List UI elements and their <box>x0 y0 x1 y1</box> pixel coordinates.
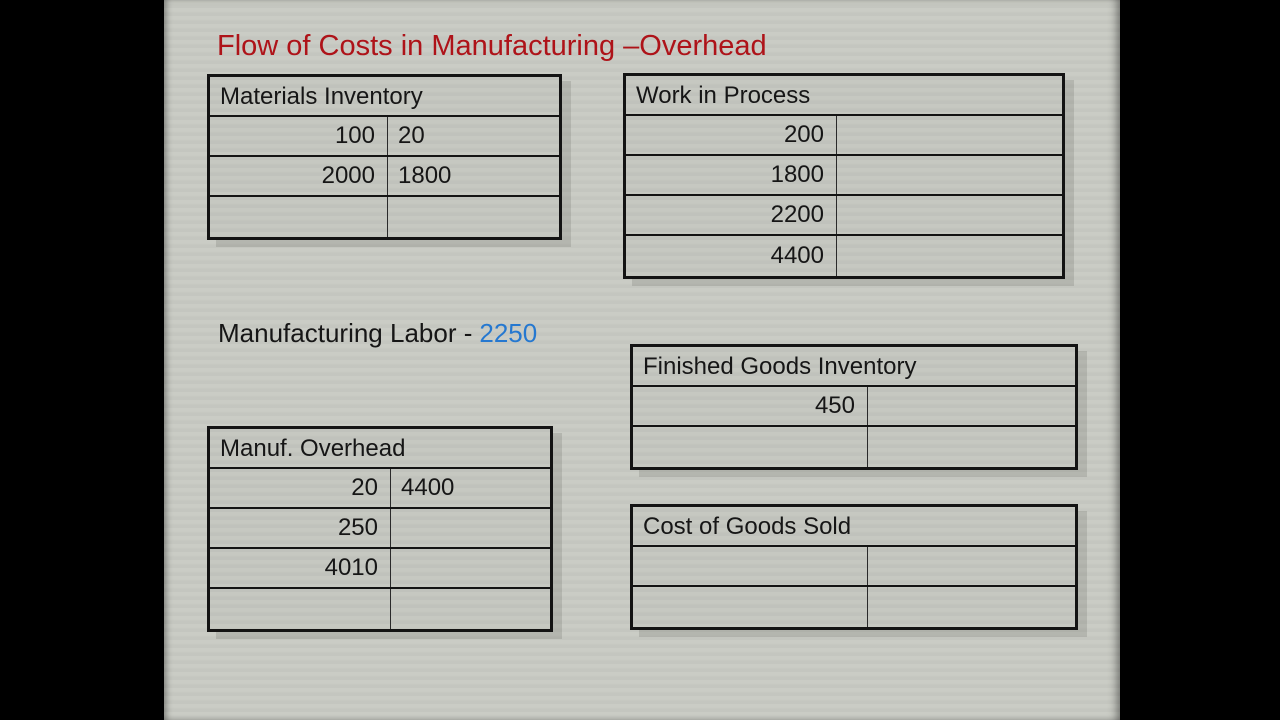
manufacturing-labor-note <box>218 318 537 349</box>
account-row <box>210 117 559 157</box>
account-row <box>210 509 550 549</box>
account-row <box>626 156 1062 196</box>
credit-cell <box>867 387 1075 425</box>
credit-cell <box>867 587 1075 627</box>
debit-cell <box>633 427 867 467</box>
debit-cell: 450 <box>814 392 855 419</box>
account-title: Manuf. Overhead <box>210 429 550 469</box>
debit-cell: 1800 <box>770 161 824 188</box>
debit-cell: 2000 <box>321 162 375 189</box>
account-title: Work in Process <box>626 76 1062 116</box>
labor-label: Manufacturing Labor - <box>218 318 473 348</box>
credit-cell <box>836 116 1062 154</box>
account-row <box>210 197 559 237</box>
debit-cell: 4400 <box>770 242 824 269</box>
debit-cell: 100 <box>334 122 375 149</box>
account-row <box>633 427 1075 467</box>
account-row <box>626 116 1062 156</box>
credit-cell: 4400 <box>390 469 550 507</box>
account-title: Cost of Goods Sold <box>633 507 1075 547</box>
credit-cell <box>836 196 1062 234</box>
taccount-manuf-overhead <box>207 426 553 632</box>
account-row <box>633 547 1075 587</box>
account-title: Finished Goods Inventory <box>633 347 1075 387</box>
presentation-slide <box>164 0 1120 720</box>
account-row <box>626 236 1062 276</box>
account-row <box>210 469 550 509</box>
credit-cell <box>390 509 550 547</box>
account-row <box>633 587 1075 627</box>
debit-cell: 4010 <box>324 554 378 581</box>
credit-cell <box>867 547 1075 585</box>
slide-title: Flow of Costs in Manufacturing –Overhead <box>217 30 767 62</box>
account-row <box>210 589 550 629</box>
taccount-materials-inventory <box>207 74 562 240</box>
account-title: Materials Inventory <box>210 77 559 117</box>
account-row <box>626 196 1062 236</box>
credit-cell <box>390 549 550 587</box>
labor-value: 2250 <box>479 318 538 348</box>
credit-cell <box>390 589 550 629</box>
taccount-finished-goods <box>630 344 1078 470</box>
debit-cell: 20 <box>351 474 378 501</box>
debit-cell <box>210 589 390 629</box>
taccount-work-in-process <box>623 73 1065 279</box>
credit-cell <box>867 427 1075 467</box>
credit-cell: 20 <box>387 117 559 155</box>
debit-cell <box>210 197 387 237</box>
debit-cell: 200 <box>783 121 824 148</box>
credit-cell <box>836 236 1062 276</box>
debit-cell: 2200 <box>770 201 824 228</box>
account-row <box>210 157 559 197</box>
account-row <box>210 549 550 589</box>
credit-cell: 1800 <box>387 157 559 195</box>
credit-cell <box>836 156 1062 194</box>
debit-cell <box>633 547 867 585</box>
taccount-cost-of-goods-sold <box>630 504 1078 630</box>
debit-cell: 250 <box>337 514 378 541</box>
debit-cell <box>633 587 867 627</box>
credit-cell <box>387 197 559 237</box>
account-row <box>633 387 1075 427</box>
